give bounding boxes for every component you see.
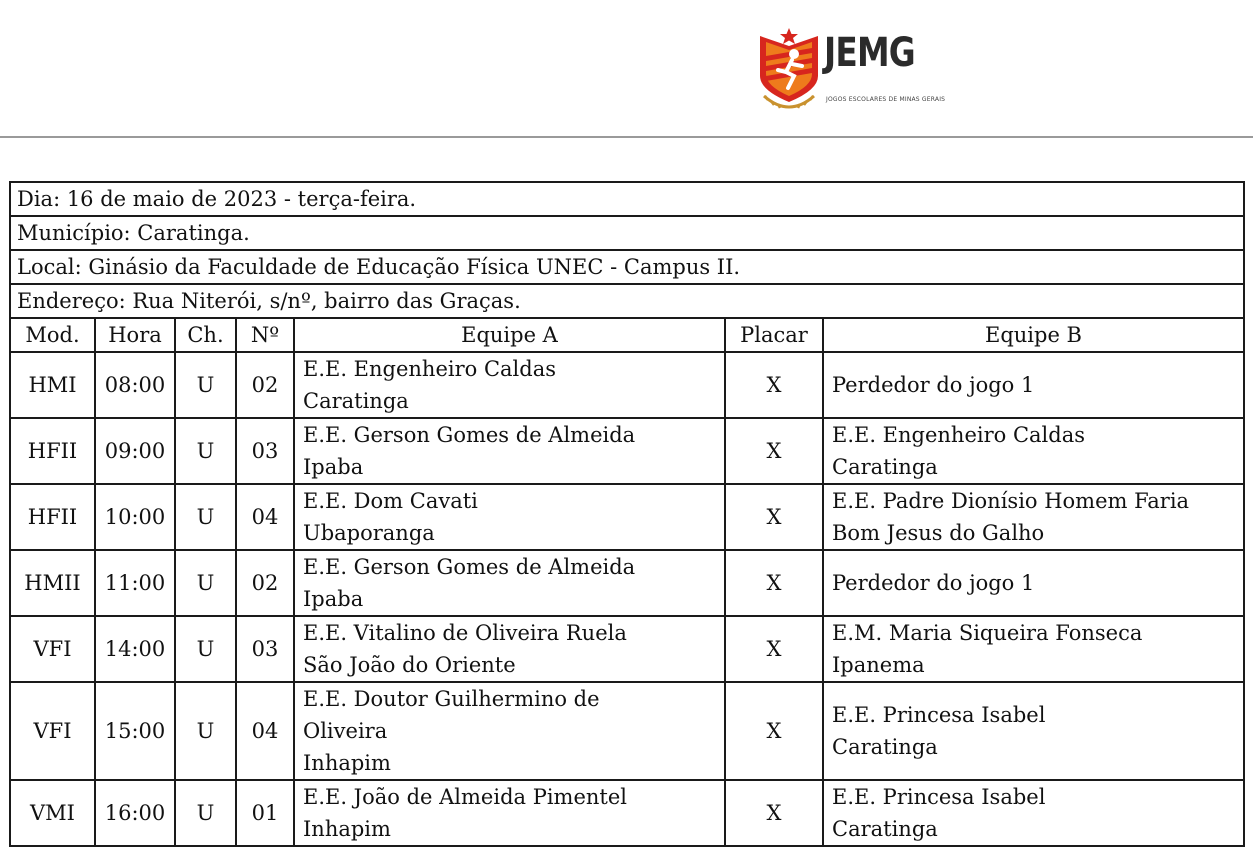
table-row (10, 616, 1244, 682)
info-row-venue (10, 250, 1244, 284)
team-a-city: Ubaporanga (303, 521, 435, 545)
cell-hora: 15:00 (95, 682, 175, 780)
cell-team-b (823, 780, 1244, 846)
cell-team-a (294, 418, 725, 484)
jemg-emblem-icon (756, 26, 822, 114)
info-venue: Local: Ginásio da Faculdade de Educação Física UNEC - Campus II. (10, 250, 1244, 284)
cell-hora: 10:00 (95, 484, 175, 550)
info-address: Endereço: Rua Niterói, s/nº, bairro das Graças. (10, 284, 1244, 318)
cell-num: 03 (236, 616, 294, 682)
cell-team-a (294, 682, 725, 780)
team-b-school: E.E. Padre Dionísio Homem Faria (832, 489, 1190, 513)
team-b-city: Caratinga (832, 735, 938, 759)
cell-num: 03 (236, 418, 294, 484)
cell-mod: HFII (10, 484, 95, 550)
table-row (10, 550, 1244, 616)
cell-hora: 11:00 (95, 550, 175, 616)
cell-placar: X (725, 616, 823, 682)
cell-hora: 16:00 (95, 780, 175, 846)
team-b-school: Perdedor do jogo 1 (832, 373, 1035, 397)
col-header-team-b: Equipe B (823, 318, 1244, 352)
cell-placar: X (725, 484, 823, 550)
team-a-city: Ipaba (303, 455, 364, 479)
team-a-school-cont: Oliveira (303, 719, 388, 743)
team-a-city: Inhapim (303, 817, 391, 841)
team-b-school: Perdedor do jogo 1 (832, 571, 1035, 595)
team-a-school: E.E. Dom Cavati (303, 489, 478, 513)
team-a-school: E.E. Gerson Gomes de Almeida (303, 555, 636, 579)
schedule-table (9, 181, 1245, 847)
team-b-city: Ipanema (832, 653, 925, 677)
cell-team-b (823, 418, 1244, 484)
col-header-ch: Ch. (175, 318, 236, 352)
cell-mod: HFII (10, 418, 95, 484)
cell-placar: X (725, 418, 823, 484)
cell-mod: VFI (10, 616, 95, 682)
cell-placar: X (725, 780, 823, 846)
team-b-school: E.E. Engenheiro Caldas (832, 423, 1086, 447)
team-b-school: E.E. Princesa Isabel (832, 703, 1046, 727)
cell-mod: VFI (10, 682, 95, 780)
logo-subtitle: JOGOS ESCOLARES DE MINAS GERAIS (826, 96, 946, 103)
col-header-mod: Mod. (10, 318, 95, 352)
cell-team-b (823, 484, 1244, 550)
cell-team-b (823, 616, 1244, 682)
team-b-city: Bom Jesus do Galho (832, 521, 1045, 545)
cell-mod: HMI (10, 352, 95, 418)
cell-mod: HMII (10, 550, 95, 616)
table-row (10, 682, 1244, 780)
cell-hora: 08:00 (95, 352, 175, 418)
table-row (10, 780, 1244, 846)
info-city: Município: Caratinga. (10, 216, 1244, 250)
header-divider (0, 136, 1253, 138)
cell-placar: X (725, 550, 823, 616)
cell-num: 02 (236, 352, 294, 418)
team-b-school: E.E. Princesa Isabel (832, 785, 1046, 809)
info-row-city (10, 216, 1244, 250)
team-a-city: Caratinga (303, 389, 409, 413)
cell-team-b (823, 550, 1244, 616)
cell-team-a (294, 484, 725, 550)
col-header-placar: Placar (725, 318, 823, 352)
team-a-school: E.E. Engenheiro Caldas (303, 357, 557, 381)
team-b-city: Caratinga (832, 817, 938, 841)
logo-title: JEMG (824, 30, 915, 76)
team-a-city: Inhapim (303, 751, 391, 775)
cell-num: 01 (236, 780, 294, 846)
team-a-school: E.E. Vitalino de Oliveira Ruela (303, 621, 627, 645)
cell-ch: U (175, 780, 236, 846)
cell-hora: 09:00 (95, 418, 175, 484)
table-row (10, 418, 1244, 484)
cell-hora: 14:00 (95, 616, 175, 682)
cell-ch: U (175, 352, 236, 418)
cell-ch: U (175, 484, 236, 550)
info-row-address (10, 284, 1244, 318)
cell-num: 04 (236, 682, 294, 780)
team-a-city: São João do Oriente (303, 653, 516, 677)
team-b-school: E.M. Maria Siqueira Fonseca (832, 621, 1143, 645)
info-row-date (10, 182, 1244, 216)
table-row (10, 352, 1244, 418)
cell-placar: X (725, 352, 823, 418)
team-b-city: Caratinga (832, 455, 938, 479)
cell-team-a (294, 616, 725, 682)
team-a-school: E.E. Gerson Gomes de Almeida (303, 423, 636, 447)
page-header (0, 0, 1253, 137)
table-row (10, 484, 1244, 550)
team-a-school: E.E. João de Almeida Pimentel (303, 785, 628, 809)
cell-mod: VMI (10, 780, 95, 846)
cell-team-a (294, 352, 725, 418)
jemg-logo (756, 26, 946, 114)
col-header-hora: Hora (95, 318, 175, 352)
cell-ch: U (175, 616, 236, 682)
col-header-num: Nº (236, 318, 294, 352)
cell-ch: U (175, 418, 236, 484)
team-a-city: Ipaba (303, 587, 364, 611)
cell-team-a (294, 780, 725, 846)
info-date: Dia: 16 de maio de 2023 - terça-feira. (10, 182, 1244, 216)
cell-num: 02 (236, 550, 294, 616)
column-header-row (10, 318, 1244, 352)
team-a-school: E.E. Doutor Guilhermino de (303, 687, 600, 711)
cell-team-b (823, 682, 1244, 780)
cell-num: 04 (236, 484, 294, 550)
cell-placar: X (725, 682, 823, 780)
cell-team-b (823, 352, 1244, 418)
col-header-team-a: Equipe A (294, 318, 725, 352)
cell-team-a (294, 550, 725, 616)
cell-ch: U (175, 550, 236, 616)
cell-ch: U (175, 682, 236, 780)
